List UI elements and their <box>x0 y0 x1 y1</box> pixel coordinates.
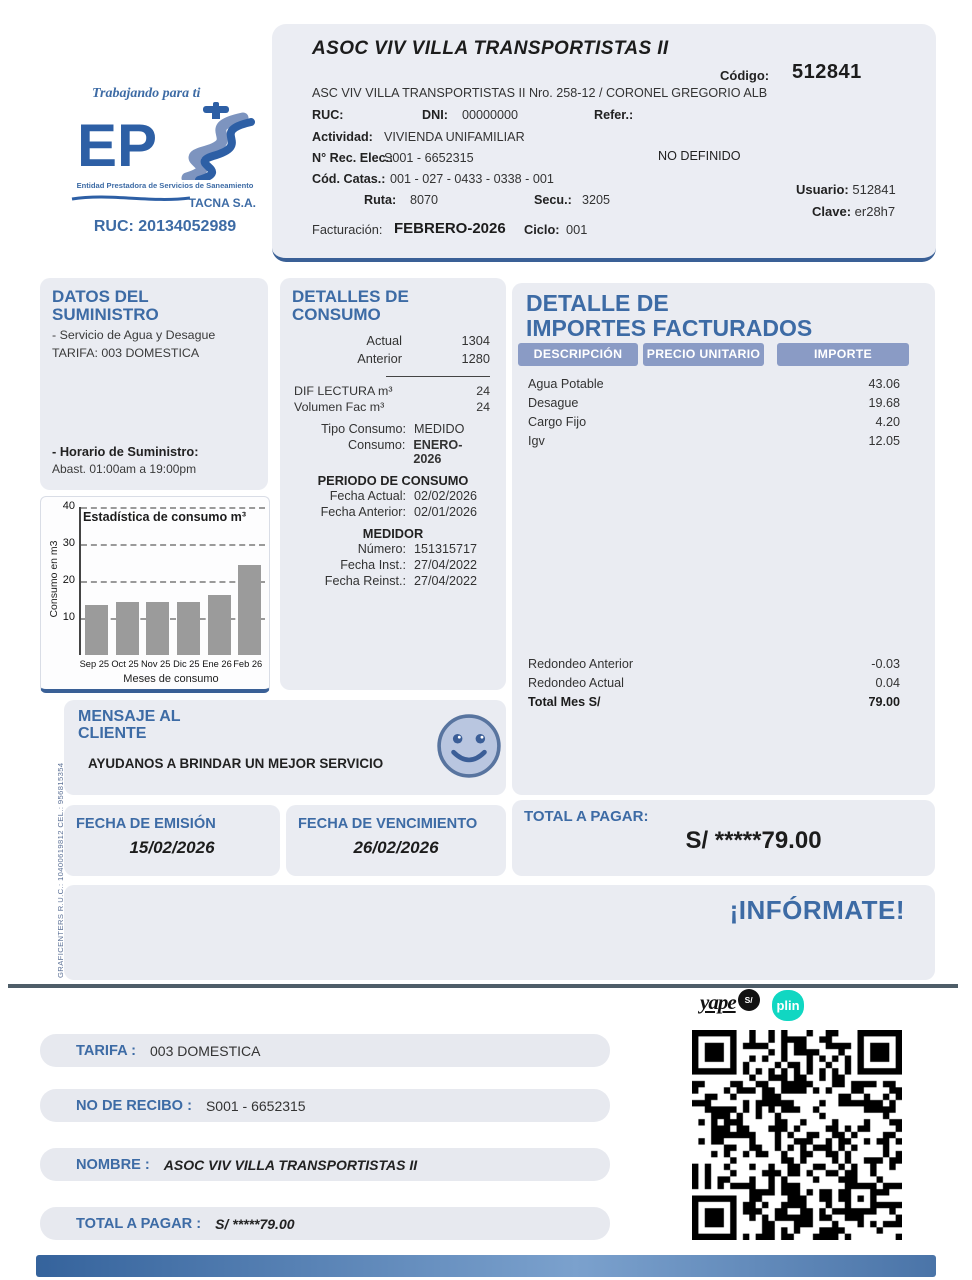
entity-line: Entidad Prestadora de Servicios de Saneamiento <box>76 181 254 190</box>
col-descripcion: DESCRIPCIÓN <box>518 343 638 366</box>
printer-side-note: GRAFICENTERS R.U.C.: 10400619812 CEL.: 956815354 <box>56 762 65 978</box>
stub-total-row <box>40 1207 610 1240</box>
ruc-label: RUC: <box>312 108 344 122</box>
redondeo-anterior-row: Redondeo Anterior -0.03 <box>528 657 900 672</box>
medidor-numero-row: Número: 151315717 <box>357 541 478 556</box>
chart-bar <box>238 565 261 655</box>
secu-value: 3205 <box>582 193 611 207</box>
chart-bar <box>116 602 139 655</box>
medidor-title: MEDIDOR <box>362 525 424 541</box>
fecha-emision-label: FECHA DE EMISIÓN <box>76 816 216 832</box>
stub-nombre-row <box>40 1148 610 1181</box>
yape-wordmark: yape <box>700 990 736 1014</box>
ruta-label: Ruta: <box>364 193 397 207</box>
logo-tagline: Trabajando para ti <box>92 86 201 101</box>
chart-xlabel: Meses de consumo <box>123 673 219 685</box>
mes-consumo-row: Consumo: ENERO-2026 <box>348 437 463 466</box>
yape-logo <box>700 990 760 1015</box>
catas-label: Cód. Catas.: <box>312 172 386 186</box>
importes-rows <box>512 375 935 450</box>
fecha-anterior-row: Fecha Anterior: 02/01/2026 <box>320 504 478 519</box>
fecha-inst-row: Fecha Inst.: 27/04/2022 <box>340 557 478 572</box>
faucet-icon <box>203 102 229 119</box>
ciclo-value: 001 <box>566 222 588 237</box>
chart-title: Estadística de consumo m³ <box>83 510 247 524</box>
chart-bar <box>85 605 108 655</box>
company-logo-block <box>60 86 270 236</box>
tipo-consumo-row: Tipo Consumo: MEDIDO <box>321 421 465 436</box>
fecha-vencimiento-panel <box>286 805 506 876</box>
stub-recibo-row <box>40 1089 610 1122</box>
chart-ytick-label: 30 <box>62 537 75 549</box>
chart-gridline <box>81 507 265 509</box>
clave-label: Clave: <box>812 204 852 219</box>
redondeo-actual-row: Redondeo Actual 0.04 <box>528 676 900 691</box>
chart-plot <box>62 500 265 655</box>
volumen-fac-row: Volumen Fac m³ 24 <box>294 399 490 414</box>
chart-xtick-label: Dic 25 <box>173 659 200 669</box>
fecha-reinst-row: Fecha Reinst.: 27/04/2022 <box>324 573 478 588</box>
dni-value: 00000000 <box>462 108 519 122</box>
mensaje-body: AYUDANOS A BRINDAR UN MEJOR SERVICIO <box>88 756 384 771</box>
codigo-value: 512841 <box>792 61 862 83</box>
lectura-anterior-row: Anterior 1280 <box>357 351 490 367</box>
refer-label: Refer.: <box>594 108 634 122</box>
detalles-consumo-panel <box>280 278 506 690</box>
company-ruc: RUC: 20134052989 <box>93 218 237 235</box>
lectura-actual-row: Actual 1304 <box>366 333 490 349</box>
ruta-value: 8070 <box>410 193 439 207</box>
stub-nombre-label: NOMBRE : <box>76 1156 150 1173</box>
clave-row <box>812 204 895 219</box>
dif-lectura-row: DIF LECTURA m³ 24 <box>294 383 490 398</box>
facturacion-value: FEBRERO-2026 <box>394 220 506 237</box>
importes-panel <box>512 283 935 795</box>
usuario-label: Usuario: <box>796 182 849 197</box>
dni-label: DNI: <box>422 108 448 122</box>
actividad-value: VIVIENDA UNIFAMILIAR <box>384 130 525 144</box>
col-precio-unitario: PRECIO UNITARIO <box>643 343 764 366</box>
bottom-blue-bar <box>36 1255 936 1277</box>
subtraction-line <box>386 376 490 377</box>
clave-value: er28h7 <box>854 204 896 219</box>
chart-xticks <box>79 659 263 669</box>
mensaje-cliente-panel <box>64 700 506 795</box>
yape-badge-icon: S/ <box>738 989 760 1011</box>
col-importe: IMPORTE <box>777 343 909 366</box>
total-pagar-value: S/ *****79.00 <box>685 827 822 854</box>
rec-elec-label: N° Rec. Elec.: <box>312 151 394 165</box>
chart-ytick-label: 10 <box>62 611 75 623</box>
importes-title: DETALLE DE IMPORTES FACTURADOS <box>526 290 813 341</box>
chart-bar <box>177 602 200 655</box>
informate-text: ¡INFÓRMATE! <box>729 895 905 925</box>
stub-recibo-label: NO DE RECIBO : <box>76 1097 192 1114</box>
periodo-title: PERIODO DE CONSUMO <box>317 472 469 488</box>
entity-name: TACNA S.A. <box>188 196 256 210</box>
fecha-emision-panel <box>64 805 280 876</box>
table-row: Cargo Fijo 4.20 <box>528 414 900 429</box>
chart-xtick-label: Oct 25 <box>111 659 139 669</box>
tear-divider <box>8 984 958 988</box>
chart-xtick-label: Feb 26 <box>233 659 263 669</box>
importes-table-header <box>512 343 935 367</box>
ciclo-label: Ciclo: <box>524 222 560 237</box>
chart-ylabel: Consumo en m3 <box>48 540 60 618</box>
customer-address: ASC VIV VILLA TRANSPORTISTAS II Nro. 258-12 / CORONEL GREGORIO ALB <box>312 86 768 100</box>
fecha-vencimiento-value: 26/02/2026 <box>353 838 439 857</box>
tarifa-item: TARIFA: 003 DOMESTICA <box>52 345 200 360</box>
stub-nombre-value: ASOC VIV VILLA TRANSPORTISTAS II <box>163 1156 418 1173</box>
plin-logo: plin <box>772 990 804 1021</box>
chart-xtick-label: Nov 25 <box>140 659 171 669</box>
stub-total-value: S/ *****79.00 <box>215 1215 295 1232</box>
chart-bar <box>146 602 169 655</box>
consumption-chart <box>40 496 270 693</box>
rec-elec-value: S001 - 6652315 <box>384 151 474 165</box>
table-row: Agua Potable 43.06 <box>528 377 900 392</box>
chart-bar <box>208 595 231 655</box>
header-card <box>272 24 936 262</box>
stub-tarifa-value: 003 DOMESTICA <box>150 1042 261 1059</box>
fecha-vencimiento-label: FECHA DE VENCIMIENTO <box>298 816 478 832</box>
redondeo-block <box>512 655 935 711</box>
svg-text:EP: EP <box>77 112 158 179</box>
stub-tarifa-row <box>40 1034 610 1067</box>
smiley-icon <box>436 713 502 779</box>
total-pagar-label: TOTAL A PAGAR: <box>524 808 649 825</box>
usuario-value: 512841 <box>852 182 896 197</box>
catas-value: 001 - 027 - 0433 - 0338 - 001 <box>390 172 554 186</box>
consumo-title: DETALLES DE CONSUMO <box>292 287 409 324</box>
fecha-actual-row: Fecha Actual: 02/02/2026 <box>329 488 478 503</box>
chart-ytick-label: 20 <box>62 574 75 586</box>
mensaje-title: MENSAJE AL CLIENTE <box>78 708 181 742</box>
table-row: Igv 12.05 <box>528 433 900 448</box>
servicio-item: - Servicio de Agua y Desague <box>52 327 216 342</box>
horario-label: - Horario de Suministro: <box>52 444 199 459</box>
stub-recibo-value: S001 - 6652315 <box>205 1097 306 1114</box>
customer-title: ASOC VIV VILLA TRANSPORTISTAS II <box>312 38 669 59</box>
eps-logo-icon <box>75 102 255 180</box>
stub-tarifa-label: TARIFA : <box>76 1042 136 1059</box>
horario-value: Abast. 01:00am a 19:00pm <box>52 462 197 476</box>
chart-xtick-label: Ene 26 <box>202 659 232 669</box>
chart-xtick-label: Sep 25 <box>79 659 110 669</box>
usuario-row <box>796 182 896 197</box>
actividad-label: Actividad: <box>312 130 373 144</box>
chart-ytick-label: 40 <box>62 500 75 512</box>
total-mes-row: Total Mes S/ 79.00 <box>528 694 900 709</box>
secu-label: Secu.: <box>534 193 572 207</box>
qr-code <box>692 1030 902 1240</box>
informate-panel <box>64 885 935 980</box>
no-definido: NO DEFINIDO <box>658 149 741 163</box>
fecha-emision-value: 15/02/2026 <box>129 838 215 857</box>
datos-suministro-panel <box>40 278 268 490</box>
codigo-label: Código: <box>720 68 770 83</box>
stub-total-label: TOTAL A PAGAR : <box>76 1215 202 1232</box>
facturacion-label: Facturación: <box>312 222 383 237</box>
chart-gridline <box>81 544 265 546</box>
total-pagar-panel <box>512 800 935 876</box>
table-row: Desague 19.68 <box>528 396 900 411</box>
suministro-title: DATOS DEL SUMINISTRO <box>52 287 159 324</box>
